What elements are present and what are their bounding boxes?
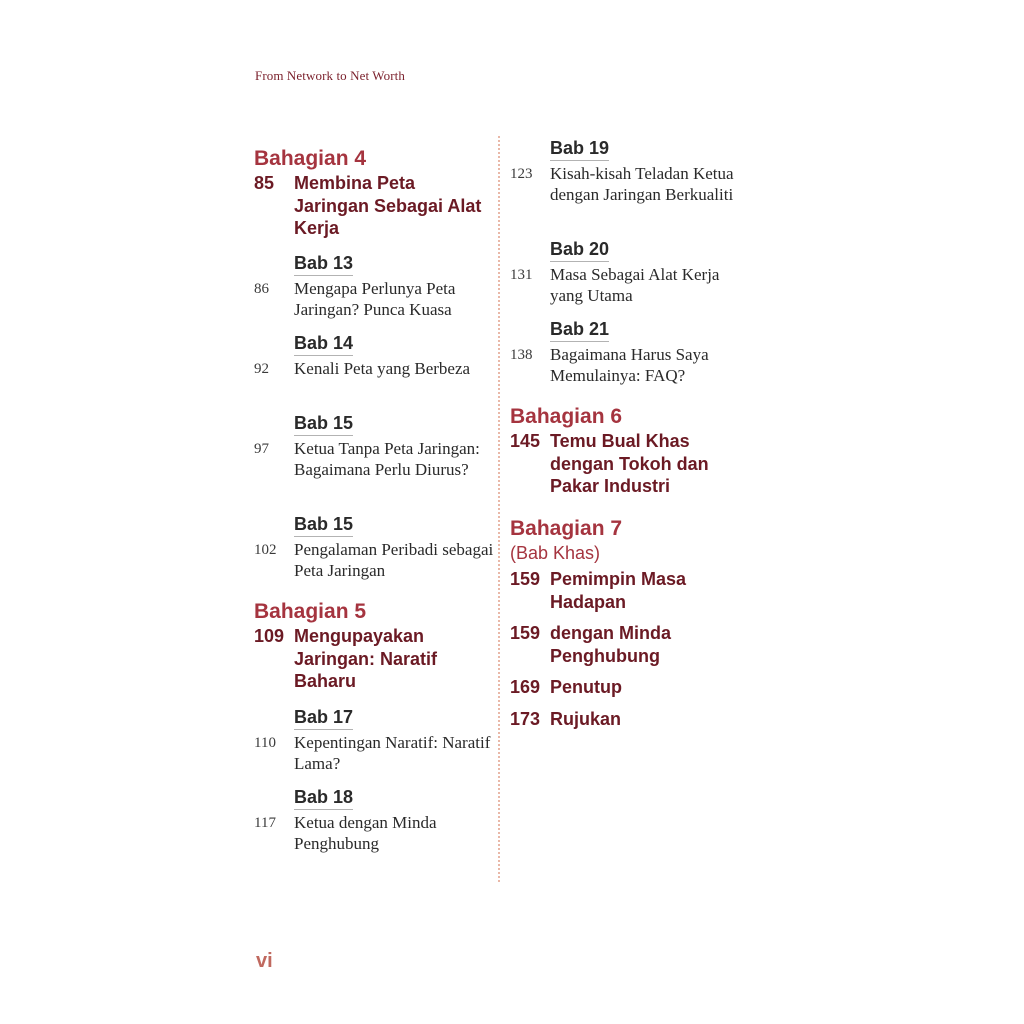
part-7-section [510, 516, 750, 730]
toc-chapter-entry[interactable] [254, 439, 494, 480]
entry-title: Kepentingan Naratif: Naratif Lama? [294, 733, 491, 773]
toc-chapter-entry[interactable] [254, 279, 494, 320]
page-number: 159 [510, 569, 541, 589]
entry-title: Rujukan [550, 708, 622, 729]
chapter-20 [510, 238, 750, 306]
chapter-label: Bab 17 [294, 706, 353, 730]
part-heading: Bahagian 6 [510, 405, 623, 428]
toc-part-entry[interactable] [510, 568, 750, 613]
entry-title: Penutup [550, 677, 622, 697]
chapter-label: Bab 15 [294, 412, 353, 436]
toc-part-entry[interactable] [510, 622, 750, 667]
chapter-label: Bab 19 [550, 137, 609, 161]
entry-title: Bagaimana Harus Saya Memulainya: FAQ? [550, 345, 709, 385]
toc-part-entry[interactable] [254, 172, 494, 240]
part-heading: Bahagian 5 [254, 600, 367, 623]
chapter-14 [254, 332, 494, 380]
page-number: 97 [254, 441, 269, 457]
entry-title: Membina Peta Jaringan Sebagai Alat Kerja [294, 173, 482, 238]
page-number: 159 [510, 623, 541, 643]
part-subheading: (Bab Khas) [510, 543, 601, 563]
part-heading: Bahagian 4 [254, 147, 367, 170]
entry-title: Temu Bual Khas dengan Tokoh dan Pakar Industri [550, 431, 709, 496]
entry-title: Ketua dengan Minda Penghubung [294, 813, 437, 853]
chapter-21 [510, 318, 750, 386]
column-divider [498, 136, 500, 882]
toc-chapter-entry[interactable] [254, 813, 494, 854]
chapter-15b [254, 513, 494, 581]
entry-title: Ketua Tanpa Peta Jaringan: Bagaimana Perlu Diurus? [294, 439, 480, 479]
chapter-19 [510, 137, 750, 205]
toc-part-entry[interactable] [510, 708, 750, 731]
chapter-label: Bab 14 [294, 332, 353, 356]
entry-title: Kisah-kisah Teladan Ketua dengan Jaringan Berkualiti [550, 164, 734, 204]
entry-title: Kenali Peta yang Berbeza [294, 359, 471, 378]
chapter-label: Bab 21 [550, 318, 609, 342]
toc-chapter-entry[interactable] [510, 265, 750, 306]
entry-title: Mengupayakan Jaringan: Naratif Baharu [294, 626, 438, 691]
toc-part-entry[interactable] [510, 676, 750, 699]
page-number: 85 [254, 173, 275, 193]
toc-chapter-entry[interactable] [254, 359, 494, 380]
chapter-17 [254, 706, 494, 774]
page-number: 173 [510, 708, 541, 729]
part-6-section [510, 404, 750, 498]
chapter-18 [254, 786, 494, 854]
toc-part-entry[interactable] [510, 430, 750, 498]
chapter-label: Bab 20 [550, 238, 609, 262]
chapter-label: Bab 15 [294, 513, 353, 537]
toc-part-entry[interactable] [254, 625, 494, 693]
page-number-folio: vi [256, 950, 273, 972]
entry-title: Masa Sebagai Alat Kerja yang Utama [550, 265, 720, 305]
toc-chapter-entry[interactable] [510, 164, 750, 205]
page-number: 109 [254, 626, 285, 646]
toc-chapter-entry[interactable] [254, 733, 494, 774]
chapter-label: Bab 13 [294, 252, 353, 276]
page-number: 123 [510, 166, 533, 182]
entry-title: Pemimpin Masa Hadapan [550, 569, 687, 612]
chapter-15a [254, 412, 494, 480]
running-header: From Network to Net Worth [255, 68, 405, 83]
page-number: 102 [254, 542, 277, 558]
page-number: 145 [510, 431, 541, 451]
chapter-label: Bab 18 [294, 786, 353, 810]
toc-chapter-entry[interactable] [510, 345, 750, 386]
page-number: 110 [254, 735, 276, 751]
page-number: 169 [510, 677, 541, 697]
page-number: 117 [254, 815, 276, 831]
page-number: 86 [254, 281, 269, 297]
entry-title: dengan Minda Penghubung [550, 623, 671, 666]
chapter-13 [254, 252, 494, 320]
toc-chapter-entry[interactable] [254, 540, 494, 581]
page-number: 131 [510, 267, 533, 283]
entry-title: Pengalaman Peribadi sebagai Peta Jaringan [294, 540, 494, 580]
part-5-section [254, 599, 494, 693]
page-number: 92 [254, 361, 269, 377]
page-number: 138 [510, 347, 533, 363]
entry-title: Mengapa Perlunya Peta Jaringan? Punca Kuasa [294, 279, 456, 319]
part-heading: Bahagian 7 [510, 517, 623, 540]
part-4-section [254, 146, 494, 240]
